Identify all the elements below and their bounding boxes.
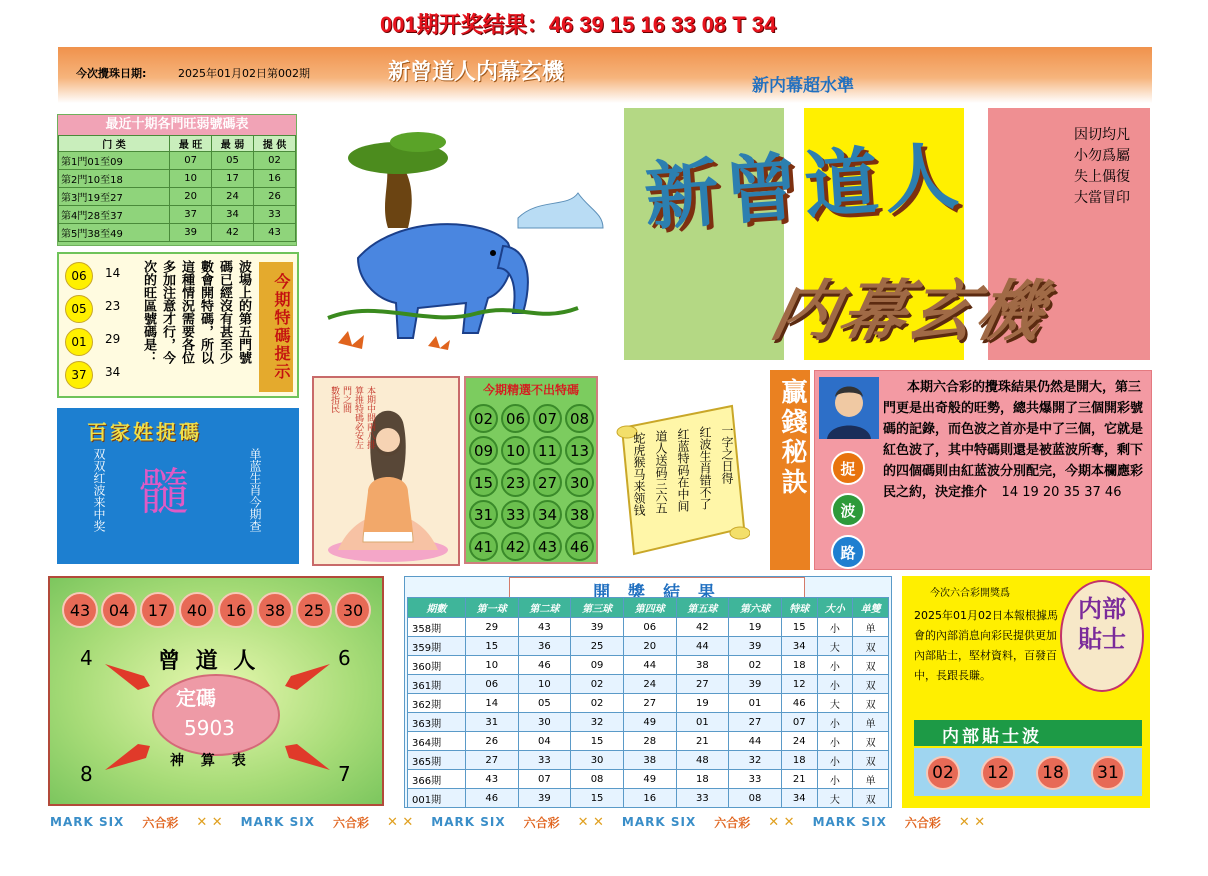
selection-ball: 15 xyxy=(469,468,498,497)
selection-ball: 33 xyxy=(501,500,530,529)
fixed-ball: 43 xyxy=(62,592,98,628)
results-cell: 双 xyxy=(853,732,889,751)
corner-top-left: 4 xyxy=(80,646,93,670)
results-cell: 31 xyxy=(465,713,518,732)
results-cell: 21 xyxy=(781,770,817,789)
results-cell: 大 xyxy=(817,694,853,713)
special-tip-panel xyxy=(57,252,299,398)
results-cell: 小 xyxy=(817,732,853,751)
portrait xyxy=(819,377,879,439)
results-row xyxy=(408,675,889,694)
tip-num: 34 xyxy=(105,365,121,379)
results-cell: 小 xyxy=(817,751,853,770)
zone-row xyxy=(59,206,296,224)
results-cell: 06 xyxy=(465,675,518,694)
results-cell: 15 xyxy=(781,618,817,637)
results-header-cell: 第四球 xyxy=(623,598,676,618)
selection-ball: 42 xyxy=(501,532,530,561)
results-cell: 24 xyxy=(781,732,817,751)
footer-cross-icon: ✕ ✕ xyxy=(386,814,414,830)
goddess-illustration xyxy=(318,382,458,564)
results-cell: 49 xyxy=(623,713,676,732)
corner-top-right: 6 xyxy=(338,646,351,670)
selection-ball: 31 xyxy=(469,500,498,529)
results-cell: 27 xyxy=(676,675,729,694)
results-header-cell: 特球 xyxy=(781,598,817,618)
fixed-center-label: 定碼 xyxy=(176,686,216,710)
secret-picks: 14 19 20 35 37 46 xyxy=(1001,485,1122,500)
results-row xyxy=(408,656,889,675)
results-row xyxy=(408,713,889,732)
results-cell: 366期 xyxy=(408,770,466,789)
secret-badge: 波 xyxy=(831,493,865,527)
results-table xyxy=(407,597,889,808)
insider-ball: 31 xyxy=(1091,756,1125,790)
zone-cell: 第5門38至49 xyxy=(59,224,170,242)
footer-cross-icon: ✕ ✕ xyxy=(958,814,986,830)
tip-banner: 今期特碼提示 xyxy=(259,262,293,392)
zone-cell: 39 xyxy=(170,224,212,242)
corner-bottom-left: 8 xyxy=(80,762,93,786)
results-cell: 双 xyxy=(853,789,889,808)
results-cell: 07 xyxy=(781,713,817,732)
logo-panel xyxy=(624,108,1150,360)
results-cell: 05 xyxy=(518,694,571,713)
tip-num: 14 xyxy=(105,266,121,280)
elephant-illustration xyxy=(318,118,610,358)
results-cell: 30 xyxy=(571,751,624,770)
selection-title: 今期精選不出特碼 xyxy=(482,383,579,397)
zone-row xyxy=(59,224,296,242)
results-header-cell: 第一球 xyxy=(465,598,518,618)
zone-cell: 07 xyxy=(170,152,212,170)
secret-text: 本期六合彩的攪珠結果仍然是開大，第三門更是出奇般的旺勢，總共爆開了三個開彩號碼的記錄，而色波之首亦是中了三個，它就是紅色波了，其中特碼則還是被蓝波所奪，剩下的四個碼則由紅蓝波分別配完，今期本欄應彩民之約，決定推介 xyxy=(883,380,1144,500)
fixed-ball: 30 xyxy=(335,592,371,628)
tip-text-column: 多加注意才行，今 xyxy=(160,260,175,364)
results-cell: 32 xyxy=(729,751,782,770)
tip-text-column: 次的旺區號碼是： xyxy=(141,260,156,364)
footer-cross-icon: ✕ ✕ xyxy=(577,814,604,830)
scroll-text-column: 红蓝特码在中间 xyxy=(676,428,690,512)
results-cell: 19 xyxy=(729,618,782,637)
results-cell: 364期 xyxy=(408,732,466,751)
results-cell: 10 xyxy=(518,675,571,694)
footer-brand-cn: 六合彩 xyxy=(332,815,369,830)
results-cell: 大 xyxy=(817,637,853,656)
results-cell: 14 xyxy=(465,694,518,713)
results-cell: 48 xyxy=(676,751,729,770)
results-cell: 38 xyxy=(676,656,729,675)
insider-wave-title: 内部貼士波 xyxy=(942,727,1042,747)
results-cell: 001期 xyxy=(408,789,466,808)
results-cell: 39 xyxy=(518,789,571,808)
insider-panel xyxy=(902,576,1150,808)
logo-line2: 内幕玄機 xyxy=(764,273,1053,350)
results-cell: 双 xyxy=(853,694,889,713)
selection-ball: 30 xyxy=(565,468,594,497)
scroll-text-column: 道人送码三六五 xyxy=(654,430,668,514)
tip-num: 23 xyxy=(105,299,121,313)
footer-brand-cn: 六合彩 xyxy=(523,815,560,830)
selection-ball: 27 xyxy=(533,468,562,497)
results-cell: 小 xyxy=(817,770,853,789)
fixed-ball: 16 xyxy=(218,592,254,628)
header-band xyxy=(58,47,1152,103)
zone-cell: 43 xyxy=(254,224,296,242)
selection-ball: 41 xyxy=(469,532,498,561)
results-cell: 小 xyxy=(817,618,853,637)
zone-row xyxy=(59,152,296,170)
results-cell: 大 xyxy=(817,789,853,808)
results-cell: 33 xyxy=(518,751,571,770)
results-header-cell: 期數 xyxy=(408,598,466,618)
results-cell: 365期 xyxy=(408,751,466,770)
goddess-panel xyxy=(312,376,460,566)
zone-header-cell: 门 类 xyxy=(59,136,170,152)
secret-panel xyxy=(814,370,1152,570)
results-cell: 361期 xyxy=(408,675,466,694)
insider-badge: 内部貼士 xyxy=(1078,594,1126,653)
results-cell: 08 xyxy=(571,770,624,789)
secret-badge: 路 xyxy=(831,535,865,569)
results-header-row xyxy=(408,598,889,618)
poem-line: 小勿爲屬 xyxy=(1074,148,1130,164)
goddess-text-column: 算推特碼必安左 xyxy=(353,386,363,449)
results-cell: 20 xyxy=(623,637,676,656)
tip-ball: 01 xyxy=(65,328,93,356)
selection-ball: 07 xyxy=(533,404,562,433)
results-cell: 04 xyxy=(518,732,571,751)
results-cell: 363期 xyxy=(408,713,466,732)
selection-ball: 34 xyxy=(533,500,562,529)
results-cell: 01 xyxy=(729,694,782,713)
results-cell: 358期 xyxy=(408,618,466,637)
results-cell: 362期 xyxy=(408,694,466,713)
results-header-cell: 大小 xyxy=(817,598,853,618)
tip-num: 29 xyxy=(105,332,121,346)
results-cell: 39 xyxy=(729,675,782,694)
zone-cell: 16 xyxy=(254,170,296,188)
footer-cross-icon: ✕ ✕ xyxy=(768,814,795,830)
tip-text-column: 這種情況需要各位 xyxy=(179,260,194,364)
results-row xyxy=(408,789,889,808)
selection-ball: 23 xyxy=(501,468,530,497)
goddess-text-column: 門之間 xyxy=(341,386,351,413)
results-cell: 29 xyxy=(465,618,518,637)
results-cell: 26 xyxy=(465,732,518,751)
zone-cell: 26 xyxy=(254,188,296,206)
footer-brand: MARK SIX xyxy=(240,815,315,829)
results-cell: 25 xyxy=(571,637,624,656)
footer-cross-icon: ✕ ✕ xyxy=(196,814,223,830)
results-cell: 16 xyxy=(623,789,676,808)
zone-table-panel xyxy=(57,114,297,246)
tip-ball: 05 xyxy=(65,295,93,323)
zone-table-title: 最近十期各門旺弱號碼表 xyxy=(58,115,296,135)
fixed-ball: 04 xyxy=(101,592,137,628)
results-cell: 小 xyxy=(817,656,853,675)
results-cell: 359期 xyxy=(408,637,466,656)
zone-cell: 17 xyxy=(212,170,254,188)
results-cell: 33 xyxy=(676,789,729,808)
results-cell: 18 xyxy=(781,751,817,770)
footer-brand: MARK SIX xyxy=(431,815,506,829)
zone-cell: 第2門10至18 xyxy=(59,170,170,188)
zone-header-cell: 最 弱 xyxy=(212,136,254,152)
results-row xyxy=(408,618,889,637)
footer-brand-cn: 六合彩 xyxy=(142,815,179,830)
fixed-ball: 17 xyxy=(140,592,176,628)
selection-ball: 08 xyxy=(565,404,594,433)
results-row xyxy=(408,637,889,656)
results-cell: 360期 xyxy=(408,656,466,675)
results-cell: 44 xyxy=(623,656,676,675)
zone-header-row xyxy=(59,136,296,152)
results-cell: 43 xyxy=(518,618,571,637)
tip-text-column: 碼已經沒有甚至少 xyxy=(217,260,232,364)
surname-left-text: 双双红波来中奖 xyxy=(92,448,106,532)
results-cell: 双 xyxy=(853,656,889,675)
zone-cell: 20 xyxy=(170,188,212,206)
fixed-center-value: 5903 xyxy=(184,716,235,740)
results-cell: 19 xyxy=(676,694,729,713)
zone-cell: 02 xyxy=(254,152,296,170)
logo-line1: 新曾道人 xyxy=(641,132,968,242)
results-row xyxy=(408,751,889,770)
zone-header-cell: 提 供 xyxy=(254,136,296,152)
header-subtitle: 新内幕超水準 xyxy=(752,76,854,96)
fixed-bottom-text: 神 算 表 xyxy=(170,753,252,769)
zone-cell: 42 xyxy=(212,224,254,242)
zone-cell: 37 xyxy=(170,206,212,224)
results-cell: 39 xyxy=(571,618,624,637)
corner-bottom-right: 7 xyxy=(338,762,351,786)
results-cell: 28 xyxy=(623,732,676,751)
fixed-ball: 25 xyxy=(296,592,332,628)
results-cell: 单 xyxy=(853,770,889,789)
results-panel xyxy=(404,576,892,808)
tip-text-column: 數會開特碼，所以 xyxy=(198,260,213,364)
results-cell: 21 xyxy=(676,732,729,751)
results-cell: 02 xyxy=(729,656,782,675)
secret-badge: 捉 xyxy=(831,451,865,485)
secret-title-banner xyxy=(770,370,810,570)
results-cell: 12 xyxy=(781,675,817,694)
results-cell: 30 xyxy=(518,713,571,732)
results-header-cell: 第五球 xyxy=(676,598,729,618)
selection-ball: 11 xyxy=(533,436,562,465)
fixed-ball: 38 xyxy=(257,592,293,628)
zone-cell: 第4門28至37 xyxy=(59,206,170,224)
zone-cell: 33 xyxy=(254,206,296,224)
selection-ball: 06 xyxy=(501,404,530,433)
header-title: 新曾道人内幕玄機 xyxy=(388,59,565,85)
results-row xyxy=(408,694,889,713)
footer-brand: MARK SIX xyxy=(812,815,887,829)
scroll-text-column: 一字之日得 xyxy=(720,424,734,484)
results-cell: 15 xyxy=(571,789,624,808)
results-cell: 15 xyxy=(465,637,518,656)
poem-line: 大當冒印 xyxy=(1074,190,1130,206)
results-cell: 49 xyxy=(623,770,676,789)
insider-ball: 12 xyxy=(981,756,1015,790)
zone-cell: 10 xyxy=(170,170,212,188)
results-header-cell: 单雙 xyxy=(853,598,889,618)
results-cell: 32 xyxy=(571,713,624,732)
results-cell: 02 xyxy=(571,694,624,713)
zone-row xyxy=(59,170,296,188)
results-cell: 27 xyxy=(465,751,518,770)
selection-ball: 10 xyxy=(501,436,530,465)
footer-brand: MARK SIX xyxy=(50,815,125,829)
results-cell: 42 xyxy=(676,618,729,637)
footer-brand: MARK SIX xyxy=(621,815,697,829)
insider-ball: 02 xyxy=(926,756,960,790)
results-cell: 单 xyxy=(853,713,889,732)
poem-line: 因切均凡 xyxy=(1074,127,1130,143)
results-cell: 02 xyxy=(571,675,624,694)
poem-line: 失上偶復 xyxy=(1074,169,1130,185)
selection-ball: 43 xyxy=(533,532,562,561)
zone-cell: 第1門01至09 xyxy=(59,152,170,170)
zone-header-cell: 最 旺 xyxy=(170,136,212,152)
results-cell: 09 xyxy=(571,656,624,675)
results-cell: 小 xyxy=(817,675,853,694)
zone-table xyxy=(58,135,296,242)
zone-cell: 第3門19至27 xyxy=(59,188,170,206)
results-cell: 06 xyxy=(623,618,676,637)
selection-ball: 38 xyxy=(565,500,594,529)
results-cell: 46 xyxy=(518,656,571,675)
results-cell: 33 xyxy=(729,770,782,789)
surname-character: 髓 xyxy=(139,463,189,521)
results-cell: 18 xyxy=(676,770,729,789)
results-cell: 34 xyxy=(781,637,817,656)
surname-title: 百家姓捉碼 xyxy=(87,420,202,444)
selection-ball: 02 xyxy=(469,404,498,433)
goddess-text-column: 數指民 xyxy=(329,386,339,413)
results-cell: 双 xyxy=(853,675,889,694)
surname-panel xyxy=(57,408,299,564)
scroll-text-column: 蛇虎猴马来领钱 xyxy=(632,432,646,516)
results-cell: 44 xyxy=(676,637,729,656)
headline: 001期开奖结果：46 39 15 16 33 08 T 34 xyxy=(380,12,777,37)
results-cell: 01 xyxy=(676,713,729,732)
zone-cell: 05 xyxy=(212,152,254,170)
results-cell: 38 xyxy=(623,751,676,770)
results-cell: 10 xyxy=(465,656,518,675)
zone-cell: 24 xyxy=(212,188,254,206)
footer-brand-cn: 六合彩 xyxy=(714,815,751,830)
results-cell: 27 xyxy=(729,713,782,732)
results-cell: 08 xyxy=(729,789,782,808)
zone-cell: 34 xyxy=(212,206,254,224)
insider-body: 2025年01月02日本報根據馬會的內部消息向彩民提供更加內部貼士，堅材資料，百發百中，長跟長賺。 xyxy=(914,609,1058,682)
scroll-text-column: 红波生肖错不了 xyxy=(698,426,712,510)
tip-text-column: 波場上的第五門號 xyxy=(236,260,251,364)
fixed-top-text: 曾 道 人 xyxy=(158,648,260,674)
results-row xyxy=(408,770,889,789)
results-cell: 双 xyxy=(853,637,889,656)
insider-ball: 18 xyxy=(1036,756,1070,790)
results-cell: 双 xyxy=(853,751,889,770)
results-cell: 15 xyxy=(571,732,624,751)
results-cell: 18 xyxy=(781,656,817,675)
selection-panel xyxy=(464,376,598,564)
goddess-text-column: 本期中間兩八排 xyxy=(365,386,375,449)
insider-head: 今次六合彩開獎爲 xyxy=(930,588,1010,599)
scroll-panel xyxy=(612,398,750,568)
fixed-ball: 40 xyxy=(179,592,215,628)
results-cell: 36 xyxy=(518,637,571,656)
results-header-cell: 第六球 xyxy=(729,598,782,618)
selection-ball: 09 xyxy=(469,436,498,465)
surname-right-text: 单蓝生肖今期查 xyxy=(248,448,262,532)
selection-ball: 46 xyxy=(565,532,594,561)
results-header-cell: 第二球 xyxy=(518,598,571,618)
results-cell: 46 xyxy=(465,789,518,808)
selection-ball: 13 xyxy=(565,436,594,465)
results-cell: 小 xyxy=(817,713,853,732)
tip-ball: 06 xyxy=(65,262,93,290)
fixed-code-panel xyxy=(48,576,384,806)
footer-brand-cn: 六合彩 xyxy=(904,815,941,830)
results-cell: 27 xyxy=(623,694,676,713)
results-cell: 39 xyxy=(729,637,782,656)
secret-title: 贏錢秘訣 xyxy=(777,378,807,498)
results-cell: 24 xyxy=(623,675,676,694)
results-cell: 单 xyxy=(853,618,889,637)
results-cell: 46 xyxy=(781,694,817,713)
results-header-cell: 第三球 xyxy=(571,598,624,618)
footer-strip xyxy=(50,812,1160,832)
results-row xyxy=(408,732,889,751)
date-value: 2025年01月02日第002期 xyxy=(178,67,310,80)
results-cell: 07 xyxy=(518,770,571,789)
tip-ball: 37 xyxy=(65,361,93,389)
results-cell: 34 xyxy=(781,789,817,808)
results-cell: 43 xyxy=(465,770,518,789)
results-title: 開 獎 結 果 xyxy=(509,577,805,599)
results-cell: 44 xyxy=(729,732,782,751)
date-label: 今次攪珠日期: xyxy=(76,67,147,80)
zone-row xyxy=(59,188,296,206)
